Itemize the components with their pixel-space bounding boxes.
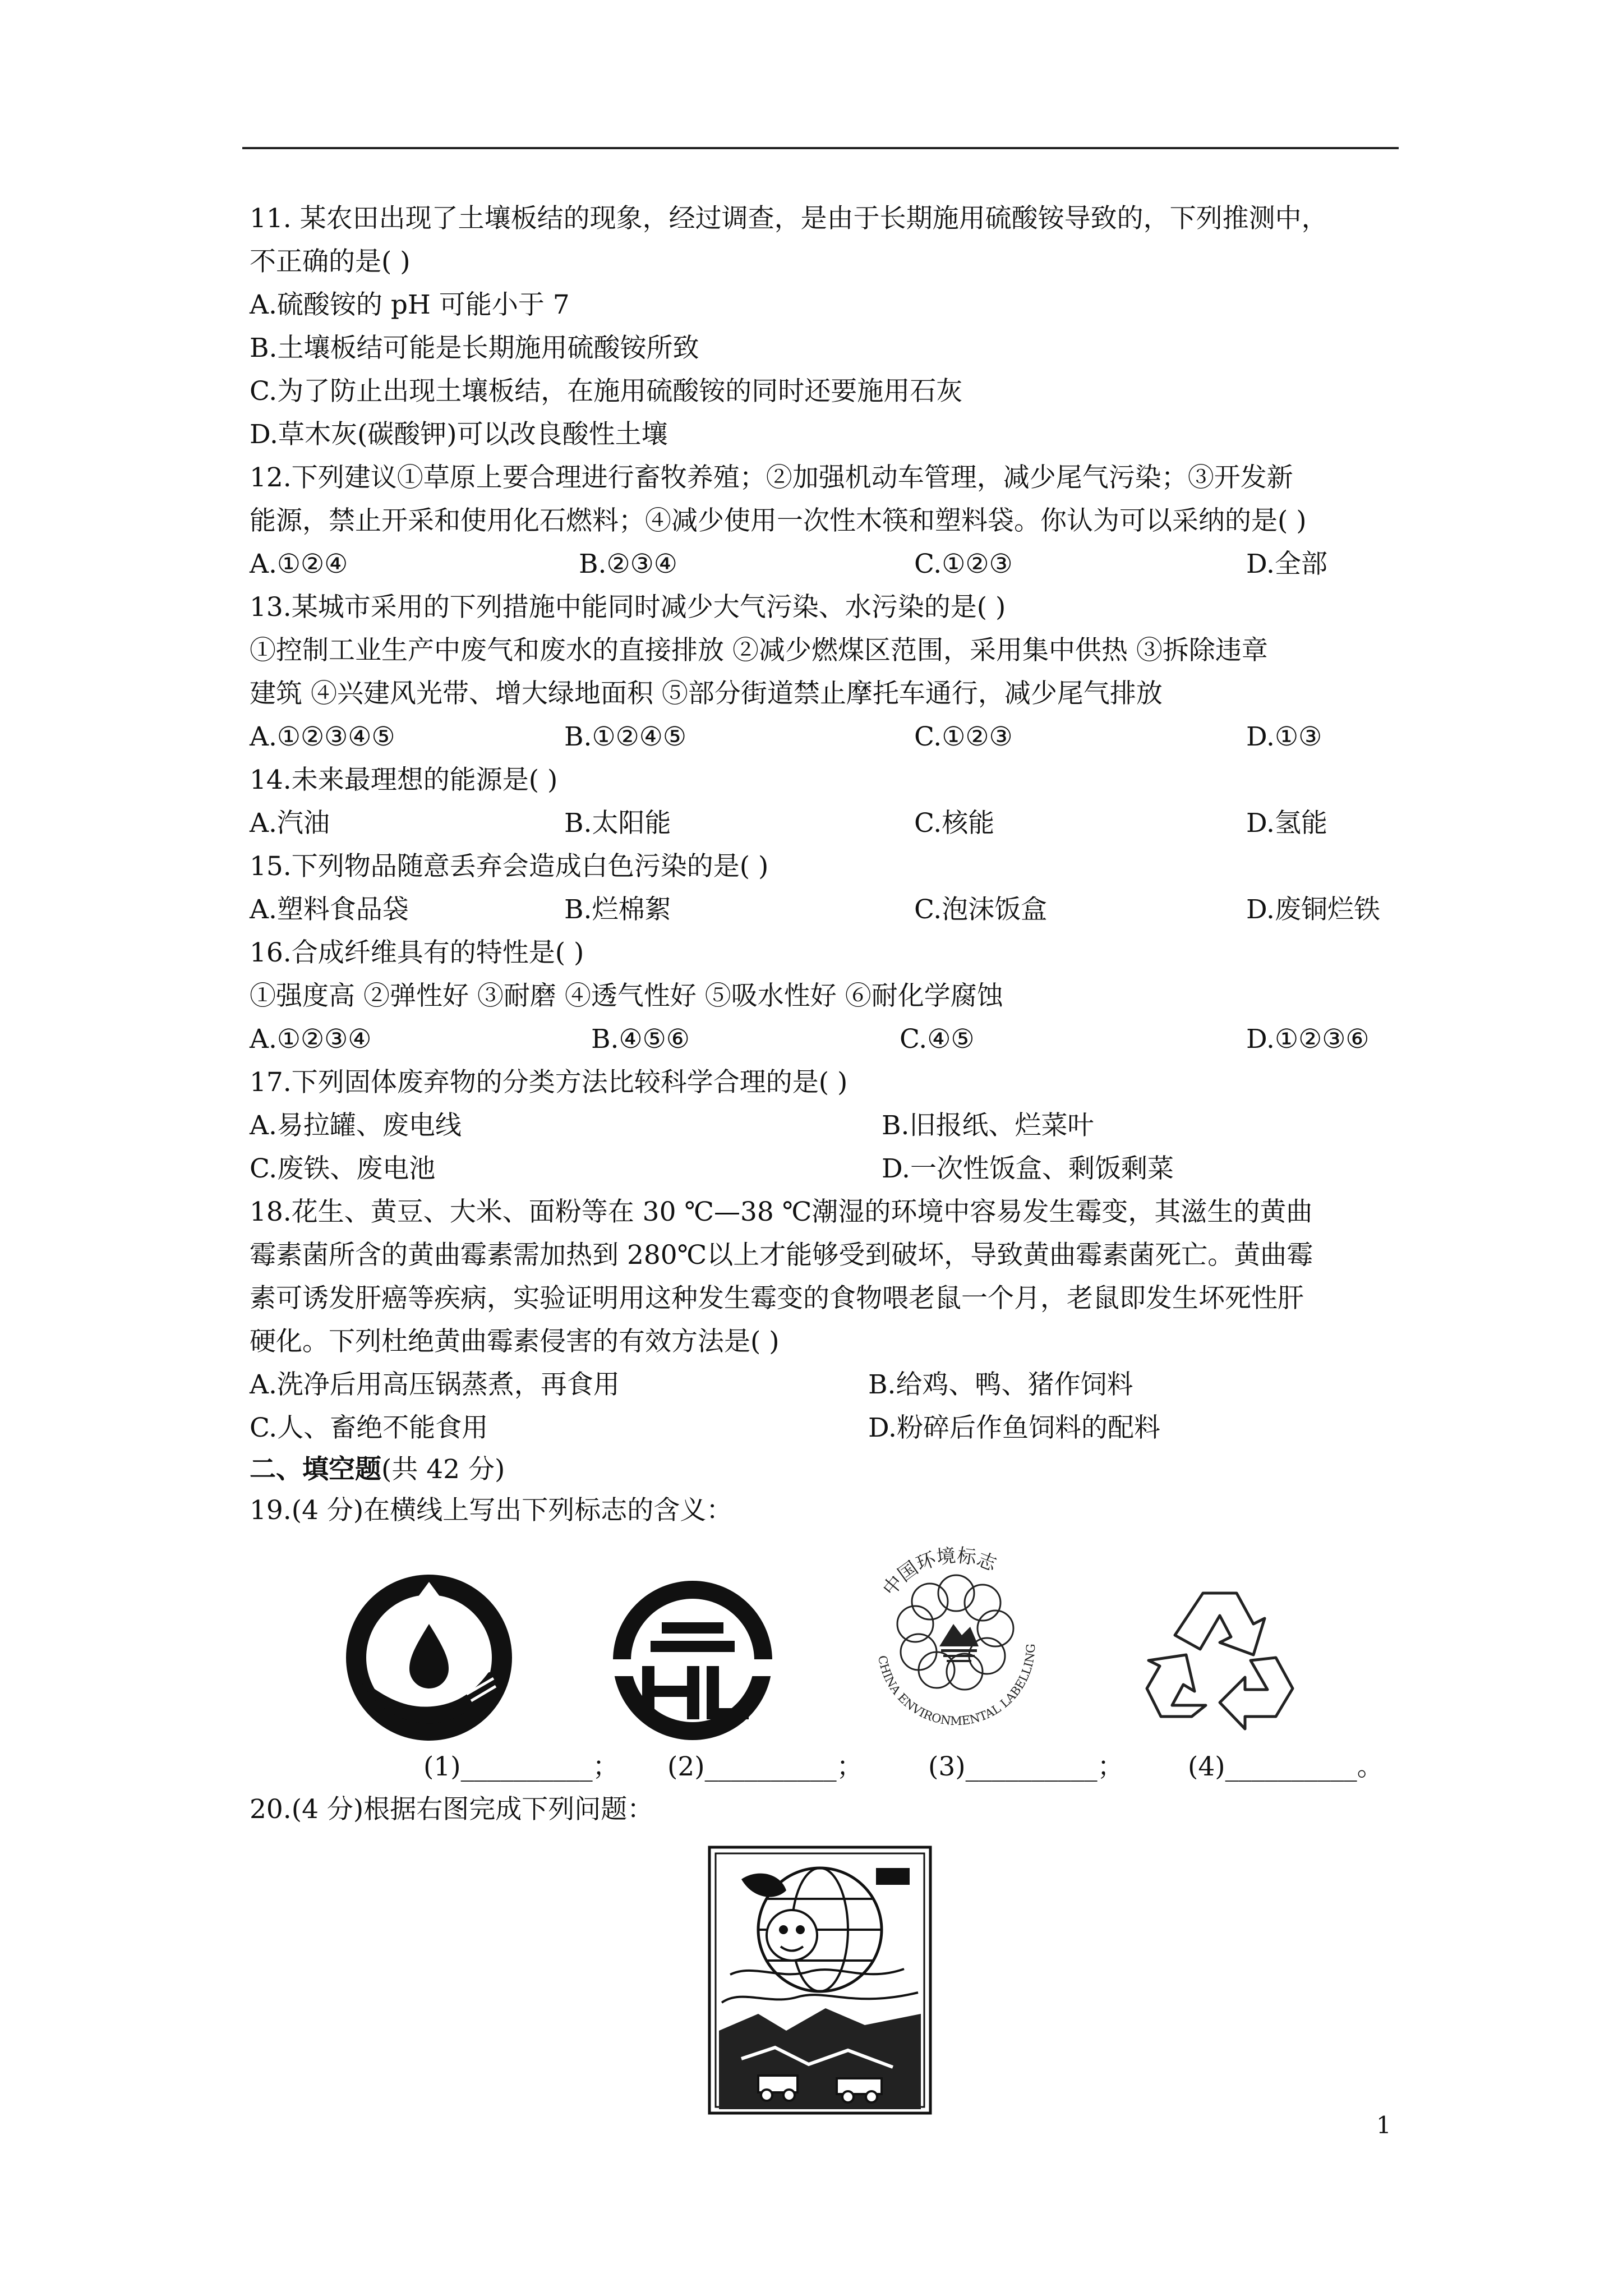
q17-option-b: B.旧报纸、烂菜叶 <box>882 1110 1094 1141</box>
q15-option-a: A.塑料食品袋 <box>250 894 409 925</box>
q18-line1: 18.花生、黄豆、大米、面粉等在 30 ℃—38 ℃潮湿的环境中容易发生霉变，其滋生的黄曲 <box>250 1197 1313 1227</box>
q18-option-c: C.人、畜绝不能食用 <box>250 1412 488 1443</box>
q19-line1: 19.(4 分)在横线上写出下列标志的含义： <box>250 1495 733 1526</box>
q18-option-d: D.粉碎后作鱼饲料的配料 <box>868 1412 1160 1443</box>
q17-line1: 17.下列固体废弃物的分类方法比较科学合理的是( ) <box>250 1067 848 1098</box>
water-saving-logo-icon <box>342 1571 516 1745</box>
q14-line1: 14.未来最理想的能源是( ) <box>250 765 558 795</box>
q13-option-b: B.①②④⑤ <box>564 721 687 752</box>
section2-score: (共 42 分) <box>381 1454 505 1485</box>
q12-option-c: C.①②③ <box>914 549 1013 579</box>
q20-line1: 20.(4 分)根据右图完成下列问题： <box>250 1794 654 1825</box>
q16-line1: 16.合成纤维具有的特性是( ) <box>250 937 584 968</box>
q18-line2: 霉素菌所含的黄曲霉素需加热到 280℃以上才能够受到破坏，导致黄曲霉素菌死亡。黄曲霉 <box>250 1240 1313 1271</box>
q13-option-d: D.①③ <box>1246 721 1322 752</box>
q13-option-c: C.①②③ <box>914 721 1013 752</box>
q16-option-d: D.①②③⑥ <box>1246 1024 1370 1055</box>
q15-option-d: D.废铜烂铁 <box>1246 894 1380 925</box>
q11-option-d: D.草木灰(碳酸钾)可以改良酸性土壤 <box>250 419 668 450</box>
q18-line4: 硬化。下列杜绝黄曲霉素侵害的有效方法是( ) <box>250 1326 780 1357</box>
logo3-text-bottom: CHINA ENVIRONMENTAL LABELLING <box>875 1643 1038 1728</box>
header-rule <box>242 147 1399 149</box>
section2-heading <box>250 1453 505 1487</box>
q11-line1: 11. 某农田出现了土壤板结的现象，经过调查，是由于长期施用硫酸铵导致的，下列推测中， <box>250 203 1328 234</box>
q14-option-d: D.氢能 <box>1246 808 1327 839</box>
q13-line1: 13.某城市采用的下列措施中能同时减少大气污染、水污染的是( ) <box>250 592 1006 623</box>
q19-blank-2: (2)__________； <box>667 1751 863 1782</box>
recycling-icon <box>1138 1571 1301 1733</box>
q17-option-d: D.一次性饭盒、剩饭剩菜 <box>882 1153 1174 1184</box>
q12-line1: 12.下列建议①草原上要合理进行畜牧养殖；②加强机动车管理，减少尾气污染；③开发新 <box>250 462 1293 493</box>
q12-option-b: B.②③④ <box>579 549 677 579</box>
china-environmental-labelling-icon <box>858 1540 1054 1742</box>
q15-line1: 15.下列物品随意丢弃会造成白色污染的是( ) <box>250 851 769 882</box>
q12-line2: 能源，禁止开采和使用化石燃料；④减少使用一次性木筷和塑料袋。你认为可以采纳的是( ) <box>250 505 1307 536</box>
q13-line3: 建筑 ④兴建风光带、增大绿地面积 ⑤部分街道禁止摩托车通行，减少尾气排放 <box>250 678 1163 709</box>
q12-option-d: D.全部 <box>1246 549 1327 579</box>
energy-saving-logo-icon <box>608 1576 777 1745</box>
q14-option-b: B.太阳能 <box>564 808 671 839</box>
section2-title: 二、填空题 <box>250 1454 381 1485</box>
q13-line2: ①控制工业生产中废气和废水的直接排放 ②减少燃煤区范围，采用集中供热 ③拆除违章 <box>250 635 1268 666</box>
q18-line3: 素可诱发肝癌等疾病，实验证明用这种发生霉变的食物喂老鼠一个月，老鼠即发生坏死性肝 <box>250 1283 1304 1314</box>
q16-option-b: B.④⑤⑥ <box>591 1024 690 1055</box>
q18-option-a: A.洗净后用高压锅蒸煮，再食用 <box>250 1369 620 1400</box>
q19-blank-3: (3)__________； <box>928 1751 1124 1782</box>
q14-option-c: C.核能 <box>914 808 995 839</box>
q16-line2: ①强度高 ②弹性好 ③耐磨 ④透气性好 ⑤吸水性好 ⑥耐化学腐蚀 <box>250 981 1003 1011</box>
q15-option-b: B.烂棉絮 <box>564 894 671 925</box>
q11-line2: 不正确的是( ) <box>250 246 411 277</box>
logo3-text-top: 中国环境标志 <box>878 1544 1000 1600</box>
q18-option-b: B.给鸡、鸭、猪作饲料 <box>868 1369 1133 1400</box>
q15-option-c: C.泡沫饭盒 <box>914 894 1048 925</box>
q11-option-a: A.硫酸铵的 pH 可能小于 7 <box>250 289 570 320</box>
q16-option-a: A.①②③④ <box>250 1024 372 1055</box>
q13-option-a: A.①②③④⑤ <box>250 721 395 752</box>
q11-option-b: B.土壤板结可能是长期施用硫酸铵所致 <box>250 333 699 364</box>
q19-blank-4: (4)__________。 <box>1188 1751 1384 1782</box>
q14-option-a: A.汽油 <box>250 808 330 839</box>
q16-option-c: C.④⑤ <box>900 1024 975 1055</box>
q17-option-c: C.废铁、废电池 <box>250 1153 436 1184</box>
q17-option-a: A.易拉罐、废电线 <box>250 1110 462 1141</box>
page-number: 1 <box>1376 2111 1391 2139</box>
q19-blank-1: (1)__________； <box>423 1751 619 1782</box>
q11-option-c: C.为了防止出现土壤板结，在施用硫酸铵的同时还要施用石灰 <box>250 376 963 407</box>
q12-option-a: A.①②④ <box>250 549 348 579</box>
svg-text:中国环境标志 <box>878 1544 1000 1600</box>
earth-pollution-cartoon-icon <box>708 1846 932 2115</box>
